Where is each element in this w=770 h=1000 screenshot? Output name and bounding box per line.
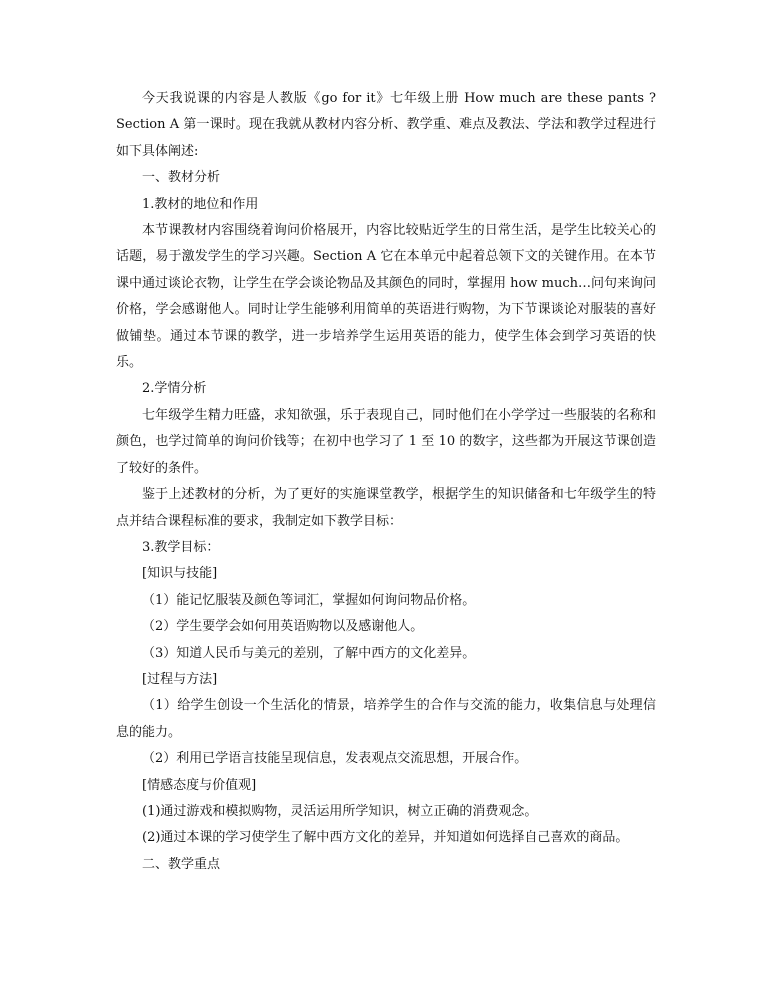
subheading-student-analysis: 2.学情分析 <box>142 381 207 397</box>
paragraph-objective-basis: 鉴于上述教材的分析，为了更好的实施课堂教学，根据学生的知识储备和七年级学生的特点并结合课程标准的要求，我制定如下教学目标： <box>116 487 656 529</box>
document-page <box>116 86 656 878</box>
subheading-objectives: 3.教学目标： <box>142 539 220 555</box>
list-item: （1）能记忆服装及颜色等词汇，掌握如何询问物品价格。 <box>142 592 476 608</box>
label-knowledge-skills: [知识与技能] <box>142 566 218 582</box>
section-heading-textbook-analysis: 一、教材分析 <box>142 170 221 186</box>
label-process-method: [过程与方法] <box>142 671 218 687</box>
section-heading-teaching-focus: 二、教学重点 <box>142 856 221 872</box>
list-item: （2）学生要学会如何用英语购物以及感谢他人。 <box>142 619 424 635</box>
list-item: (1)通过游戏和模拟购物，灵活运用所学知识，树立正确的消费观念。 <box>142 803 538 819</box>
list-item: （2）利用已学语言技能呈现信息，发表观点交流思想，开展合作。 <box>142 751 528 767</box>
paragraph-student-analysis: 七年级学生精力旺盛，求知欲强，乐于表现自己，同时他们在小学学过一些服装的名称和颜色，也学过简单的询问价钱等；在初中也学习了 1 至 10 的数字，这些都为开展这节课创造了较好的条件。 <box>116 407 656 476</box>
list-item: （3）知道人民币与美元的差别，了解中西方的文化差异。 <box>142 645 476 661</box>
label-attitude-values: [情感态度与价值观] <box>142 777 257 793</box>
paragraph-role: 本节课教材内容围绕着询问价格展开，内容比较贴近学生的日常生活，是学生比较关心的话题，易于激发学生的学习兴趣。Section A 它在本单元中起着总领下文的关键作用。在本节课中通过谈论衣物，让学生在学会谈论物品及其颜色的同时，掌握用 how much…问句来询问价格，学会感谢他人。同时让学生能够利用简单的英语进行购物，为下节课谈论对服装的喜好做铺垫。通过本节课的教学，进一步培养学生运用英语的能力，使学生体会到学习英语的快乐。 <box>116 223 656 371</box>
subheading-role: 1.教材的地位和作用 <box>142 196 259 212</box>
intro-paragraph: 今天我说课的内容是人教版《go for it》七年级上册 How much are these pants ? Section A 第一课时。现在我就从教材内容分析、教学重、难点及教法、学法和教学过程进行如下具体阐述: <box>116 91 656 159</box>
list-item: (2)通过本课的学习使学生了解中西方文化的差异，并知道如何选择自己喜欢的商品。 <box>142 830 629 846</box>
list-item: （1）给学生创设一个生活化的情景，培养学生的合作与交流的能力，收集信息与处理信息的能力。 <box>116 698 656 740</box>
